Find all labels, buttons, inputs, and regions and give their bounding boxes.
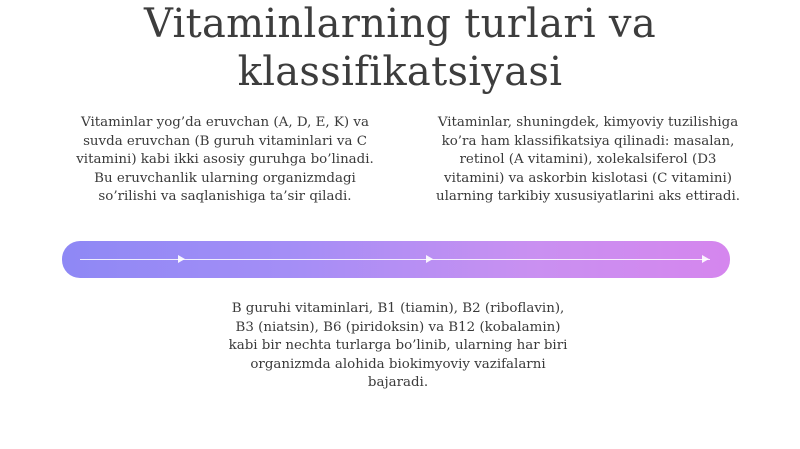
timeline-arrow-icon [178,255,185,263]
paragraph-b-vitamins: B guruhi vitaminlari, B1 (tiamin), B2 (riboflavin), B3 (niatsin), B6 (piridoksin) va B12 (kobalamin) kabi bir nechta turlarga bo’linib, ularning har biri organizmda alohida biokimyoviy vazifalarni bajaradi. [228,301,568,390]
timeline-arrow-icon [426,255,433,263]
page-title [0,0,800,96]
timeline-bar [62,241,730,278]
timeline-line [80,259,710,260]
timeline-arrow-icon [702,255,709,263]
paragraph-solubility: Vitaminlar yog’da eruvchan (A, D, E, K) va suvda eruvchan (B guruh vitaminlari va C vitamini) kabi ikki asosiy guruhga bo’linadi. Bu eruvchanlik ularning organizmdagi so’rilishi va saqlanishiga ta’sir qiladi. [76,115,374,204]
page-title-line-2: klassifikatsiyasi [237,49,563,95]
page-title-line-1: Vitaminlarning turlari va [144,1,656,47]
paragraph-chemical-structure: Vitaminlar, shuningdek, kimyoviy tuzilishiga ko’ra ham klassifikatsiya qilinadi: masalan, retinol (A vitamini), xolekalsiferol (D3 vitamini) va askorbin kislotasi (C vitamini) ularning tarkibiy xususiyatlarini aks ettiradi. [435,115,741,204]
